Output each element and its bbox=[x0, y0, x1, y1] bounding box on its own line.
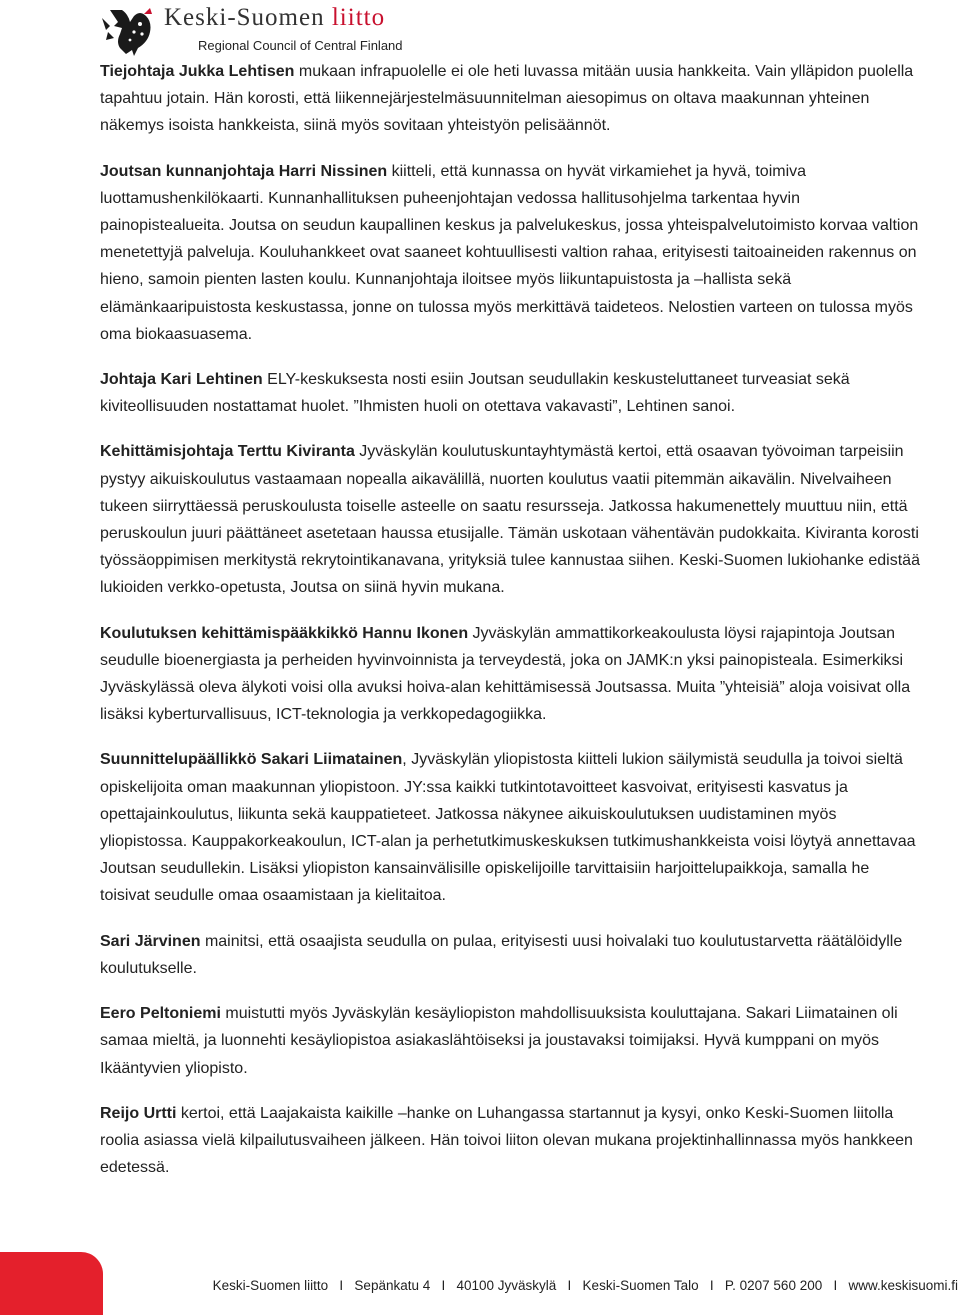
speaker-name: Koulutuksen kehittämispääkkikkö Hannu Ikonen bbox=[100, 624, 469, 642]
paragraph-harri-nissinen bbox=[100, 158, 920, 348]
org-name bbox=[164, 4, 385, 32]
paragraph-text: mukaan infrapuolelle ei ole heti luvassa mitään uusia hankkeita. Vain ylläpidon puolella tapahtuu jotain. Hän korosti, että liikennejärjestelmäsuunnitelman aiesopimus on oltava maakunnan yhteinen näkemys isoista hankkeista, siinä myös sovitaan yhteistyön pelisäännöt. bbox=[100, 63, 914, 135]
speaker-name: Suunnittelupäällikkö Sakari Liimatainen bbox=[100, 751, 403, 769]
footer-red-badge bbox=[0, 1252, 103, 1315]
document-body bbox=[100, 58, 920, 1199]
paragraph-text: kiitteli, että kunnassa on hyvät virkamiehet ja hyvä, toimiva luottamushenkilökaarti. Kunnanhallituksen puheenjohtajan vedossa hallitusohjelma tarkentaa hyvin painopistealueita. Joutsa on seudun kaupallinen keskus ja palvelukeskus, jossa yhteispalvelutoimisto korvaa valtion menetettyjä palveluja. Kouluhankkeet ovat saaneet kohtuullisesti valtion rahaa, erityisesti taitoaineiden rakennus on hieno, samoin pienten lasten koulu. Kunnanjohtaja iloitsee myös liikuntapuistosta ja –hallista sekä elämänkaaripuistosta keskustassa, jonne on tulossa myös merkittävä taideteos. Nelostien varteen on tulossa myös oma biokaasuasema. bbox=[100, 162, 919, 343]
org-name-part2: liitto bbox=[331, 4, 386, 31]
paragraph-text: Jyväskylän koulutuskuntayhtymästä kertoi, että osaavan työvoiman tarpeisiin pystyy aikuiskoulutus vastaamaan nopealla aikavälillä, nuorten koulutus vaatii pitemmän aikavälin. Nivelvaiheen tukeen siirryttäessä peruskoulusta toiselle asteelle on saatu resursseja. Jatkossa hakumenettely muuttuu niin, että peruskoulun juuri päättäneet asetetaan haussa etusijalle. Tämän uskotaan vähentävän pudokkaita. Kiviranta korosti työssäoppimisen merkitystä rekrytointikanavana, yrityksiä tulee kannustaa siihen. Keski-Suomen lukiohanke edistää lukioiden verkko-opetusta, Joutsa on siinä hyvin mukana. bbox=[100, 443, 920, 597]
speaker-name: Kehittämisjohtaja Terttu Kiviranta bbox=[100, 443, 355, 461]
footer-contact-info: Keski-Suomen liitto I Sepänkatu 4 I 40100 Jyväskylä I Keski-Suomen Talo I P. 0207 560 200 I www.keskisuomi.fi bbox=[212, 1278, 958, 1293]
paragraph-text: ELY-keskuksesta nosti esiin Joutsan seudullakin keskusteluttaneet turveasiat sekä kiviteollisuuden nostattamat huolet. ”Ihmisten huoli on otettava vakavasti”, Lehtinen sanoi. bbox=[100, 371, 850, 416]
paragraph-jukka-lehtinen bbox=[100, 58, 920, 140]
paragraph-eero-peltoniemi bbox=[100, 1000, 920, 1082]
org-subtitle: Regional Council of Central Finland bbox=[198, 38, 403, 53]
paragraph-text: Jyväskylän ammattikorkeakoulusta löysi rajapintoja Joutsan seudulle bioenergiasta ja perheiden hyvinvoinnista ja terveydestä, joka on JAMK:n yksi painopisteala. Esimerkiksi Jyväskylässä oleva älykoti voisi olla avuksi hoiva-alan kehittämisessä Joutsassa. Muita ”yhteisiä” aloja voisivat olla lisäksi kyberturvallisuus, ICT-teknologia ja verkkopedagogiikka. bbox=[100, 624, 911, 724]
paragraph-text: kertoi, että Laajakaista kaikille –hanke on Luhangassa startannut ja kysyi, onko Keski-Suomen liitolla roolia asiassa vielä kilpailutusvaiheen jälkeen. Hän toivoi liiton olevan mukana projektinhallinnassa myös hankkeen edetessä. bbox=[100, 1104, 913, 1177]
speaker-name: Eero Peltoniemi bbox=[100, 1005, 221, 1023]
speaker-name: Joutsan kunnanjohtaja Harri Nissinen bbox=[100, 162, 388, 180]
paragraph-sakari-liimatainen bbox=[100, 746, 920, 909]
paragraph-kari-lehtinen bbox=[100, 366, 920, 420]
speaker-name: Tiejohtaja Jukka Lehtisen bbox=[100, 63, 295, 80]
org-name-part1: Keski-Suomen bbox=[164, 4, 325, 31]
paragraph-text: , Jyväskylän yliopistosta kiitteli lukion säilymistä seudulla ja toivoi sieltä opiskelijoita oman maakunnan yliopistoon. JY:ssa kaikki tutkintotavoitteet kasvoivat, erityisesti kasvatus ja opettajainkoulutus, liikunta sekä kauppatieteet. Jatkossa näkynee aikuiskoulutuksen uudistaminen myös yliopistossa. Kauppakorkeakoulun, ICT-alan ja perhetutkimuskeskuksen tutkimushankkeista voisi löytyä annettavaa Joutsan seudullekin. Lisäksi yliopiston kansainvälisille opiskelijoille tarvittaisiin harjoittelupaikkoja, samalla he toisivat seudulle omaa osaamistaan ja kielitaitoa. bbox=[100, 751, 916, 905]
speaker-name: Johtaja Kari Lehtinen bbox=[100, 371, 263, 389]
paragraph-reijo-urtti bbox=[100, 1100, 920, 1182]
paragraph-terttu-kiviranta bbox=[100, 438, 920, 601]
header-logo bbox=[100, 2, 520, 58]
paragraph-sari-jarvinen bbox=[100, 928, 920, 982]
paragraph-text: muistutti myös Jyväskylän kesäyliopiston mahdollisuuksista kouluttajana. Sakari Liimatainen oli samaa mieltä, ja luonnehti kesäyliopistoa asiakaslähtöiseksi ja joustavaksi toimijaksi. Hyvä kumppani on myös Ikääntyvien yliopisto. bbox=[100, 1005, 898, 1077]
paragraph-hannu-ikonen bbox=[100, 620, 920, 729]
speaker-name: Reijo Urtti bbox=[100, 1104, 177, 1122]
paragraph-text: mainitsi, että osaajista seudulla on pulaa, erityisesti uusi hoivalaki tuo koulutustarvetta räätälöidylle koulutukselle. bbox=[100, 932, 903, 977]
speaker-name: Sari Järvinen bbox=[100, 932, 201, 950]
capercaillie-bird-icon bbox=[100, 2, 158, 58]
